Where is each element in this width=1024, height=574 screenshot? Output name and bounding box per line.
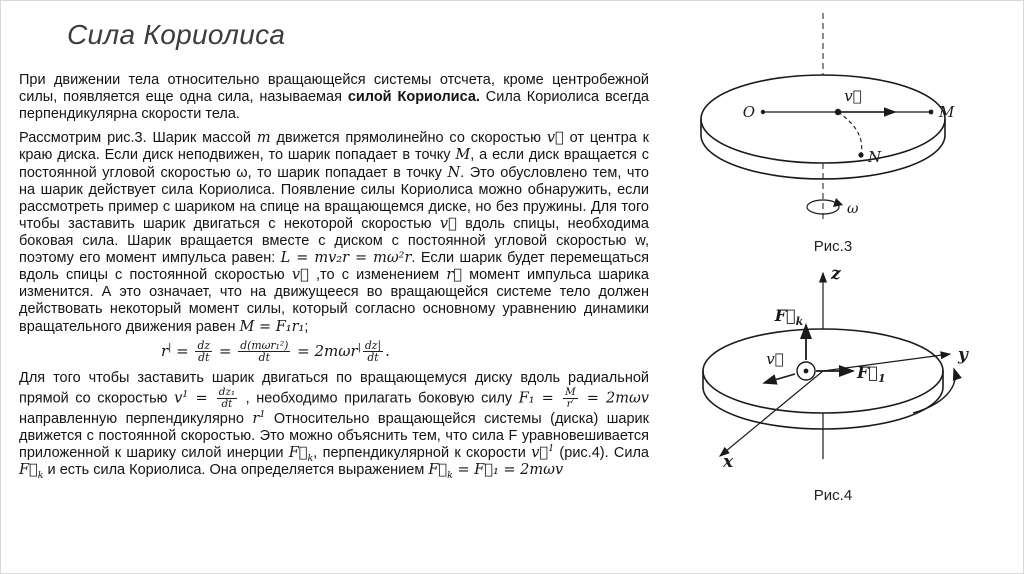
text-column bbox=[19, 72, 649, 486]
fig4-label-x: x bbox=[723, 452, 734, 472]
figure-4 bbox=[663, 263, 1003, 481]
fig4-label-velocity: v⃗ bbox=[766, 350, 784, 368]
fig4-label-Fk: $F⃗_k$ bbox=[774, 306, 804, 328]
fig3-rotation-arrowhead bbox=[833, 198, 843, 207]
fig3-caption: Рис.3 bbox=[813, 238, 853, 255]
fig3-label-velocity: v⃗ bbox=[844, 87, 862, 105]
fig3-label-N: N bbox=[868, 148, 882, 166]
display-formula: r| = $\frac{dz}{dt}$ = $\frac{\text{d(mωr₁²)}}{dt}$ = 2mωr| $\frac{dz|}{dt}$ . bbox=[161, 338, 390, 365]
fig4-caption: Рис.4 bbox=[813, 487, 853, 504]
fig3-label-M: M bbox=[939, 103, 955, 121]
fig3-point-M-dot bbox=[929, 110, 934, 115]
fig3-disk-top bbox=[701, 75, 945, 163]
fig3-point-N-dot bbox=[858, 152, 863, 157]
fig4-label-F1: $F⃗_1$ bbox=[857, 363, 886, 385]
fig3-label-O: O bbox=[742, 103, 755, 121]
paragraph-intro: При движении тела относительно вращающейся системы отсчета, кроме центробежной силы, появляется еще одна сила, называемая силой Кориолиса. Сила Кориолиса всегда перпендикулярна скорости тела. bbox=[19, 72, 649, 123]
fig3-label-omega: ω bbox=[847, 201, 859, 217]
fig4-label-y: y bbox=[958, 345, 968, 365]
paragraph-main: Рассмотрим рис.3. Шарик массой m движется прямолинейно со скоростью v⃗ от центра к краю диска. Если диск неподвижен, то шарик попадает в точку M, а если диск вращается с постоянной угловой скоростью ω, то шарик попадает в точку N. Это обусловлено тем, что на шарик действует сила Кориолиса. Появление силы Кориолиса можно обнаружить, если рассмотреть пример с шариком на спице на вращающемся диске, но без пружины. Для того чтобы заставить шарик двигаться с некоторой скоростью v⃗ вдоль спицы, необходима боковая сила. Шарик вращается вместе с диском с постоянной угловой скоростью w, поэтому его момент импульса равен: L = mv₂r = mω²r. Если шарик будет перемещаться вдоль спицы с постоянной скоростью v⃗ ,то с изменением r⃗ момент импульса шарика изменится. А это означает, что на движущееся во вращающейся системе тело должен действовать некоторый момент силы, который согласно основному уравнению динамики вращательного движения равен M = F₁r₁; bbox=[19, 130, 650, 335]
figure-3 bbox=[663, 9, 1003, 231]
fig4-ball-dot bbox=[804, 369, 809, 374]
paragraph-conclusion: Для того чтобы заставить шарик двигаться по вращающемуся диску вдоль радиальной прямой со скоростью $v^1$ = $\frac{\text{dz₁}}{dt}$ , необходимо прилагать боковую силу F₁ = $\frac{M}{r'}$ = 2mωv направленную перпендикулярно $r^1$ Относительно вращающейся системы (диска) шарик движется с постоянной скоростью. Это можно объяснить тем, что сила F уравновешивается приложенной к шарику силой инерции $F⃗_k$, перпендикулярной к скорости v⃗$^1$ (рис.4). Сила $F⃗_k$ и есть сила Кориолиса. Она определяется выражением $F⃗_k$ = F⃗₁ = 2mωv bbox=[19, 369, 650, 481]
fig4-label-z: z bbox=[831, 264, 841, 284]
fig3-point-O-dot bbox=[761, 110, 765, 114]
page-title: Сила Кориолиса bbox=[67, 19, 286, 50]
